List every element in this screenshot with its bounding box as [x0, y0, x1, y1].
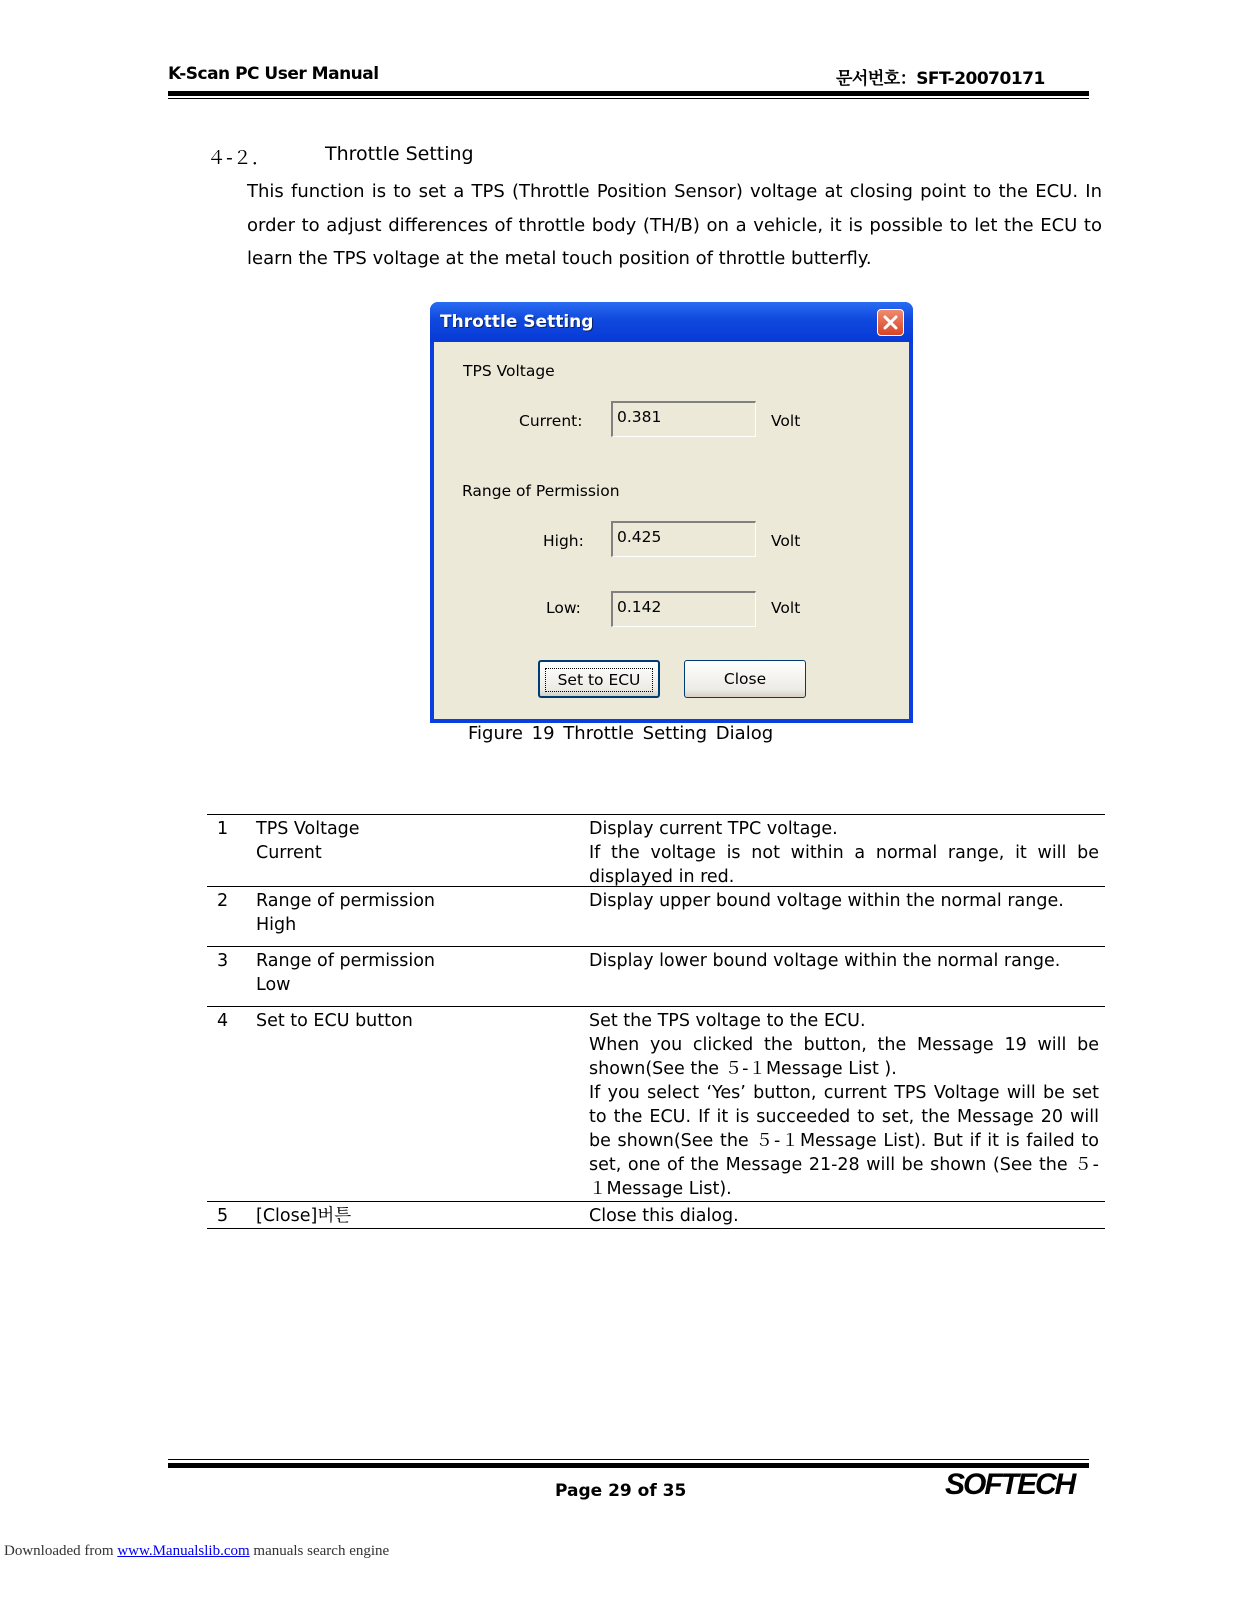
current-label: Current:	[519, 412, 583, 430]
current-unit: Volt	[771, 412, 801, 430]
dialog-titlebar	[430, 302, 913, 342]
manual-title: K-Scan PC User Manual	[168, 64, 379, 84]
document-number: 문서번호：SFT-20070171	[836, 69, 1045, 89]
low-label: Low:	[546, 599, 581, 617]
section-number: ４-２．	[207, 147, 271, 169]
footer-rule-thin	[168, 1459, 1089, 1460]
section-title: Throttle Setting	[325, 143, 474, 165]
high-label: High:	[543, 532, 584, 550]
dialog-title: Throttle Setting	[440, 312, 594, 332]
high-field[interactable]: 0.425	[611, 521, 756, 557]
manualslib-link[interactable]: www.Manualslib.com	[117, 1543, 250, 1559]
range-group-label: Range of Permission	[462, 482, 620, 500]
section-paragraph: This function is to set a TPS (Throttle Position Sensor) voltage at closing point to the ECU. In order to adjust differences of throttle body (TH/B) on a vehicle, it is possible to let the ECU to learn the TPS voltage at the metal touch position of throttle butterfly.	[247, 181, 1102, 269]
table-row: 5 [Close]버튼 Close this dialog.	[207, 1201, 1105, 1229]
table-row: 3 Range of permission Low Display lower bound voltage within the normal range.	[207, 946, 1105, 1006]
close-icon[interactable]	[877, 309, 904, 336]
low-unit: Volt	[771, 599, 801, 617]
table-row: 4 Set to ECU button Set the TPS voltage to the ECU. When you clicked the button, the Message 19 will be shown(See the ５-１Message List ). If you select ‘Yes’ button, current TPS Voltage will be set to the ECU. If it is succeeded to set, the Message 20 will be shown(See the ５-１Message List). But if it is failed to set, one of the Message 21-28 will be shown (See the ５-１Message List).	[207, 1006, 1105, 1201]
set-to-ecu-button[interactable]: Set to ECU	[538, 660, 660, 698]
page-number: Page 29 of 35	[555, 1481, 687, 1501]
figure-caption: Figure 19 Throttle Setting Dialog	[468, 723, 774, 744]
table-row: 2 Range of permission High Display upper bound voltage within the normal range.	[207, 886, 1105, 946]
softech-logo: SOFTECH	[945, 1468, 1075, 1501]
header-rule	[168, 91, 1089, 96]
download-note: Downloaded from www.Manualslib.com manuals search engine	[4, 1543, 390, 1559]
tps-voltage-group-label: TPS Voltage	[463, 362, 555, 380]
header-rule-thin	[168, 98, 1089, 99]
high-unit: Volt	[771, 532, 801, 550]
dialog-body	[434, 342, 909, 719]
throttle-setting-dialog	[430, 302, 913, 723]
description-table	[207, 814, 1105, 1229]
current-field[interactable]: 0.381	[611, 401, 756, 437]
close-button[interactable]: Close	[684, 660, 806, 698]
table-row: 1 TPS Voltage Current Display current TPC voltage. If the voltage is not within a normal range, it will be displayed in red.	[207, 814, 1105, 886]
low-field[interactable]: 0.142	[611, 591, 756, 627]
